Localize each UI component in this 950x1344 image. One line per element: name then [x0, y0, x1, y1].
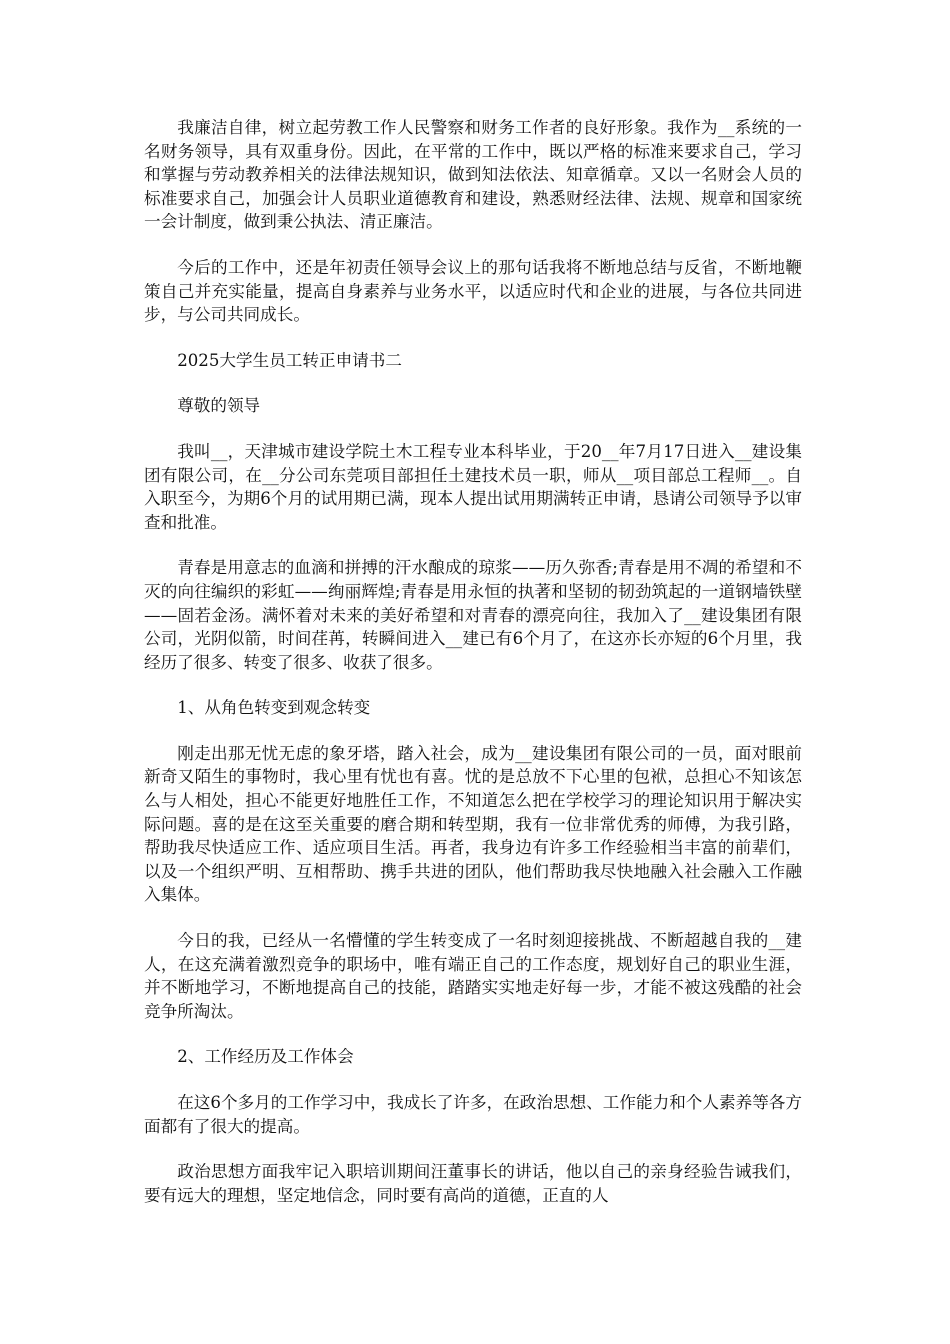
- paragraph-youth: 青春是用意志的血滴和拼搏的汗水酿成的琼浆——历久弥香;青春是用不凋的希望和不灭的向往编织的彩虹——绚丽辉煌;青春是用永恒的执著和坚韧的韧劲筑起的一道钢墙铁壁——固若金汤。满怀着对未来的美好希望和对青春的漂亮向往，我加入了__建设集团有限公司，光阴似箭，时间荏苒，转瞬间进入__建已有6个月了，在这亦长亦短的6个月里，我经历了很多、转变了很多、收获了很多。: [144, 558, 802, 672]
- paragraph-future-work: 今后的工作中，还是年初责任领导会议上的那句话我将不断地总结与反省，不断地鞭策自己并充实能量，提高自身素养与业务水平，以适应时代和企业的进展，与各位共同进步，与公司共同成长。: [144, 257, 802, 325]
- document-page: [144, 116, 802, 1207]
- paragraph-introduction: 我叫__，天津城市建设学院土木工程专业本科毕业，于20__年7月17日进入__建设集团有限公司，在__分公司东莞项目部担任土建技术员一职，师从__项目部总工程师__。自入职至今，为期6个月的试用期已满，现本人提出试用期满转正申请，恳请公司领导予以审查和批准。: [144, 441, 802, 532]
- section-title-application-two: 2025大学生员工转正申请书二: [177, 350, 402, 370]
- paragraph-political-thought: 政治思想方面我牢记入职培训期间汪董事长的讲话，他以自己的亲身经验告诫我们，要有远大的理想，坚定地信念，同时要有高尚的道德，正直的人: [144, 1162, 802, 1205]
- heading-work-experience: 2、工作经历及工作体会: [177, 1047, 354, 1067]
- paragraph-integrity: 我廉洁自律，树立起劳教工作人民警察和财务工作者的良好形象。我作为__系统的一名财务领导，具有双重身份。因此，在平常的工作中，既以严格的标准来要求自己，学习和掌握与劳动教养相关的法律法规知识，做到知法依法、知章循章。又以一名财会人员的标准要求自己，加强会计人员职业道德教育和建设，熟悉财经法律、法规、规章和国家统一会计制度，做到秉公执法、清正廉洁。: [144, 118, 802, 232]
- paragraph-entering-society: 刚走出那无忧无虑的象牙塔，踏入社会，成为__建设集团有限公司的一员，面对眼前新奇又陌生的事物时，我心里有忧也有喜。忧的是总放不下心里的包袱，总担心不知该怎么与人相处，担心不能更好地胜任工作，不知道怎么把在学校学习的理论知识用于解决实际问题。喜的是在这至关重要的磨合期和转型期，我有一位非常优秀的师傅，为我引路，帮助我尽快适应工作、适应项目生活。再者，我身边有许多工作经验相当丰富的前辈们，以及一个组织严明、互相帮助、携手共进的团队，他们帮助我尽快地融入社会融入工作融入集体。: [144, 743, 802, 905]
- salutation: 尊敬的领导: [177, 396, 261, 416]
- paragraph-today: 今日的我，已经从一名懵懂的学生转变成了一名时刻迎接挑战、不断超越自我的__建人，在这充满着激烈竞争的职场中，唯有端正自己的工作态度，规划好自己的职业生涯，并不断地学习，不断地提高自己的技能，踏踏实实地走好每一步，才能不被这残酷的社会竞争所淘汰。: [144, 931, 802, 1021]
- paragraph-growth: 在这6个多月的工作学习中，我成长了许多，在政治思想、工作能力和个人素养等各方面都有了很大的提高。: [144, 1093, 802, 1136]
- heading-role-change: 1、从角色转变到观念转变: [177, 698, 371, 718]
